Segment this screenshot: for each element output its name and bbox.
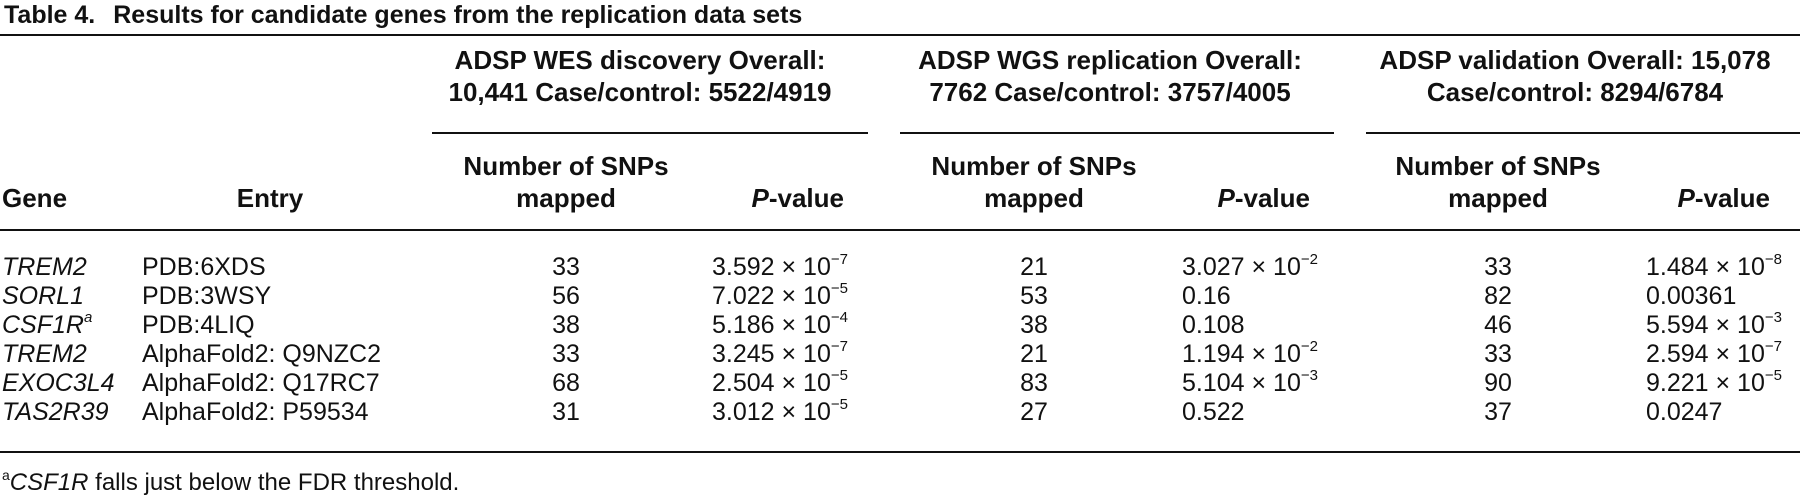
pvalue-cell: $1.484 \times 10^{-8}$ <box>1646 251 1782 281</box>
snps-cell: 83 <box>1020 369 1048 397</box>
snps-cell: 33 <box>1484 340 1512 368</box>
gene-cell: TAS2R39 <box>2 398 109 426</box>
gene-cell: TREM2 <box>2 340 87 368</box>
entry-cell: AlphaFold2: P59534 <box>142 398 369 426</box>
table-number: Table 4. <box>4 1 96 29</box>
pvalue-cell: 0.522 <box>1182 398 1245 426</box>
snps-cell: 82 <box>1484 282 1512 310</box>
pvalue-cell: $1.194 \times 10^{-2}$ <box>1182 338 1318 368</box>
gene-cell: $CSF1R^a$ <box>2 309 93 339</box>
column-header-pvalue: P-value <box>1677 183 1770 213</box>
snps-cell: 53 <box>1020 282 1048 310</box>
pvalue-cell: $5.104 \times 10^{-3}$ <box>1182 367 1318 397</box>
snps-cell: 33 <box>1484 253 1512 281</box>
pvalue-cell: $7.022 \times 10^{-5}$ <box>712 280 848 310</box>
group-header-line1: ADSP WGS replication Overall: <box>918 45 1302 75</box>
pvalue-cell: $3.027 \times 10^{-2}$ <box>1182 251 1318 281</box>
snps-cell: 90 <box>1484 369 1512 397</box>
group-header-line2: 7762 Case/control: 3757/4005 <box>929 77 1291 107</box>
pvalue-cell: $3.245 \times 10^{-7}$ <box>712 338 848 368</box>
snps-cell: 37 <box>1484 398 1512 426</box>
group-header-replication <box>880 44 1340 108</box>
entry-cell: PDB:3WSY <box>142 282 272 310</box>
snps-cell: 27 <box>1020 398 1048 426</box>
snps-cell: 56 <box>552 282 580 310</box>
snps-cell: 21 <box>1020 340 1048 368</box>
group-header-validation <box>1350 44 1800 108</box>
group-header-line1: ADSP validation Overall: 15,078 <box>1379 45 1771 75</box>
column-header-pvalue: P-value <box>751 183 844 213</box>
column-header-gene: Gene <box>2 183 68 213</box>
bottom-rule <box>0 451 1800 453</box>
group-rule-validation <box>1366 132 1800 134</box>
pvalue-cell: $5.594 \times 10^{-3}$ <box>1646 309 1782 339</box>
entry-cell: AlphaFold2: Q9NZC2 <box>142 340 382 368</box>
pvalue-cell: $3.012 \times 10^{-5}$ <box>712 396 848 426</box>
pvalue-cell: $3.592 \times 10^{-7}$ <box>712 251 848 281</box>
snps-cell: 38 <box>1020 311 1048 339</box>
group-header-line2: Case/control: 8294/6784 <box>1426 77 1724 107</box>
pvalue-cell: 0.0247 <box>1646 398 1723 426</box>
entry-cell: AlphaFold2: Q17RC7 <box>142 369 380 397</box>
pvalue-cell: 0.16 <box>1182 282 1231 310</box>
column-header-snps: Number of SNPs mapped <box>1395 151 1601 213</box>
group-header-discovery <box>400 44 880 108</box>
snps-cell: 33 <box>552 253 580 281</box>
table-title: Results for candidate genes from the replication data sets <box>113 1 803 29</box>
snps-cell: 31 <box>552 398 580 426</box>
group-rule-replication <box>900 132 1334 134</box>
snps-cell: 33 <box>552 340 580 368</box>
pvalue-cell: 0.00361 <box>1646 282 1737 310</box>
pvalue-cell: $5.186 \times 10^{-4}$ <box>712 309 848 339</box>
snps-cell: 38 <box>552 311 580 339</box>
header-rule <box>0 229 1800 231</box>
pvalue-cell: $9.221 \times 10^{-5}$ <box>1646 367 1782 397</box>
snps-cell: 21 <box>1020 253 1048 281</box>
pvalue-cell: $2.504 \times 10^{-5}$ <box>712 367 848 397</box>
column-header-snps: Number of SNPs mapped <box>463 151 669 213</box>
entry-cell: PDB:4LIQ <box>142 311 255 339</box>
gene-cell: SORL1 <box>2 282 84 310</box>
top-rule <box>0 34 1800 36</box>
snps-cell: 68 <box>552 369 580 397</box>
snps-cell: 46 <box>1484 311 1512 339</box>
group-header-line2: 10,441 Case/control: 5522/4919 <box>448 77 832 107</box>
column-header-snps: Number of SNPs mapped <box>931 151 1137 213</box>
gene-cell: EXOC3L4 <box>2 369 115 397</box>
pvalue-cell: $2.594 \times 10^{-7}$ <box>1646 338 1782 368</box>
pvalue-cell: 0.108 <box>1182 311 1245 339</box>
gene-cell: TREM2 <box>2 253 87 281</box>
group-header-line1: ADSP WES discovery Overall: <box>454 45 826 75</box>
group-rule-discovery <box>432 132 868 134</box>
table-footnote: $^a$CSF1R falls just below the FDR threshold. <box>2 467 460 496</box>
table-caption <box>4 0 802 30</box>
entry-cell: PDB:6XDS <box>142 253 266 281</box>
column-header-pvalue: P-value <box>1217 183 1310 213</box>
column-header-entry: Entry <box>236 183 304 213</box>
